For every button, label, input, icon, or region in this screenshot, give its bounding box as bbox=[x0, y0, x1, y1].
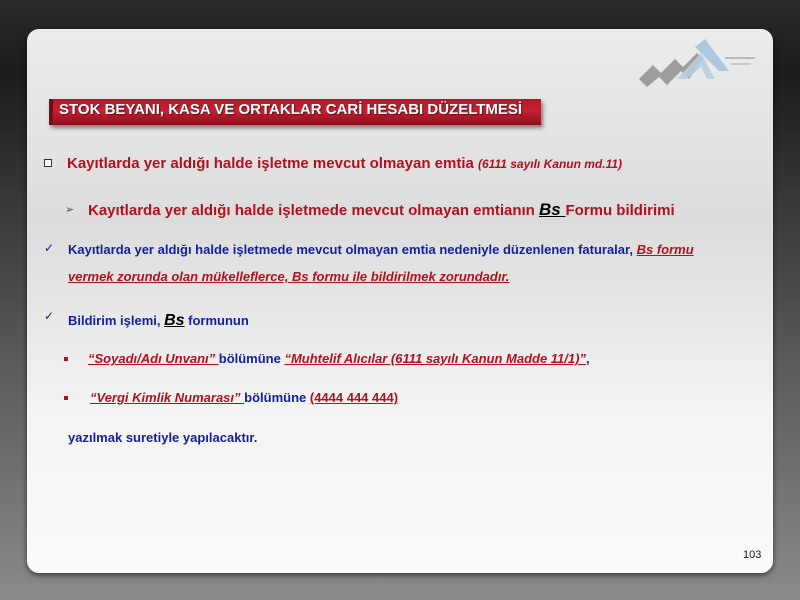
check-1-text: Kayıtlarda yer aldığı halde işletmede mevcut olmayan emtia nedeniyle düzenlenen faturalar, bbox=[68, 242, 637, 257]
checkmark-icon: ✓ bbox=[44, 309, 55, 323]
item-1-comma: , bbox=[585, 351, 590, 366]
bs-label: Bs bbox=[539, 200, 566, 219]
company-logo bbox=[639, 39, 769, 87]
item-2 bbox=[90, 390, 398, 405]
item-1-bolumune: bölümüne bbox=[218, 351, 285, 366]
item-1-field: “Soyadı/Adı Unvanı” bbox=[88, 351, 219, 366]
slide-title: STOK BEYANI, KASA VE ORTAKLAR CARİ HESABI DÜZELTMESİ bbox=[59, 101, 523, 118]
bullet-1-text: Kayıtlarda yer aldığı halde işletme mevcut olmayan emtia bbox=[67, 155, 478, 172]
small-square-bullet-icon bbox=[64, 396, 68, 400]
sub-bullet-1 bbox=[88, 200, 675, 220]
closing-text: yazılmak suretiyle yapılacaktır. bbox=[68, 430, 258, 445]
check-1-bs-formu: Bs formu bbox=[636, 242, 694, 257]
check-2 bbox=[68, 312, 249, 330]
item-2-field: “Vergi Kimlik Numarası” bbox=[90, 390, 245, 405]
check-2-text: Bildirim işlemi, bbox=[68, 313, 165, 328]
item-2-value: (4444 444 444) bbox=[309, 390, 399, 405]
bullet-1-ref: (6111 sayılı Kanun md.11) bbox=[478, 157, 623, 171]
item-1-value: “Muhtelif Alıcılar (6111 sayılı Kanun Madde 11/1)” bbox=[284, 351, 586, 366]
check-1-line-1 bbox=[68, 242, 694, 257]
check-1-line-2: vermek zorunda olan mükelleflerce, Bs formu ile bildirilmek zorundadır. bbox=[68, 269, 510, 284]
bullet-1 bbox=[67, 155, 622, 172]
small-square-bullet-icon bbox=[64, 357, 68, 361]
sub-bullet-1-end: Formu bildirimi bbox=[565, 202, 675, 219]
checkmark-icon: ✓ bbox=[44, 241, 55, 255]
page-number: 103 bbox=[743, 549, 762, 561]
item-2-bolumune: bölümüne bbox=[244, 390, 310, 405]
arrow-bullet-icon: ➢ bbox=[65, 204, 75, 216]
bs-label-2: Bs bbox=[164, 312, 185, 329]
check-2-end: formunun bbox=[184, 313, 249, 328]
square-bullet-icon bbox=[44, 159, 52, 167]
slide bbox=[27, 29, 773, 573]
item-1 bbox=[88, 351, 590, 366]
sub-bullet-1-text: Kayıtlarda yer aldığı halde işletmede mevcut olmayan emtianın bbox=[88, 202, 539, 219]
